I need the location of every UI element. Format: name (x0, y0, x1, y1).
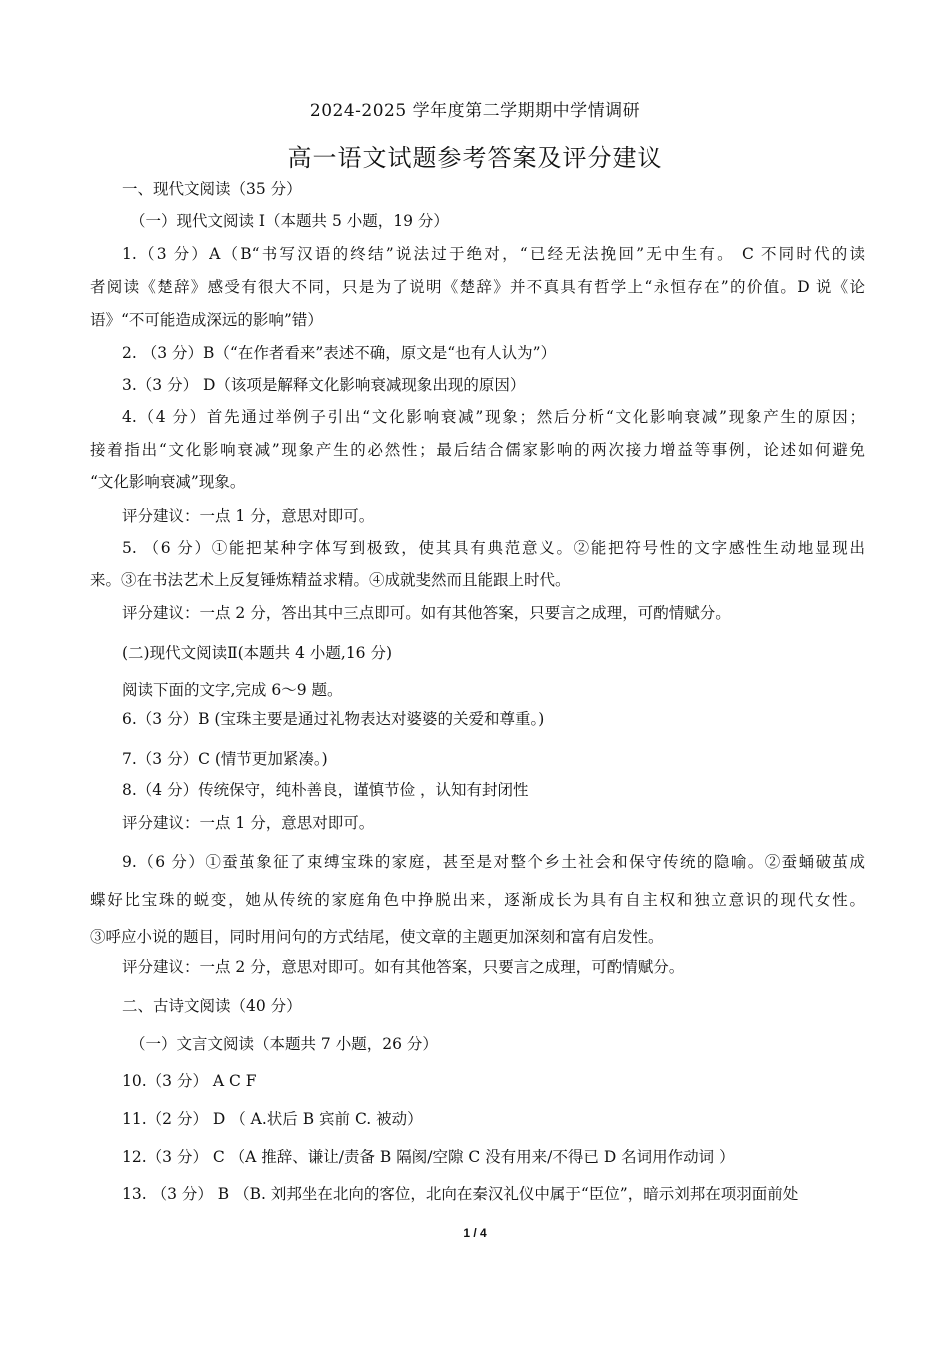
answer-1-line-3: 语》“不可能造成深远的影响”错） (90, 311, 323, 329)
answer-9-line-1: 9.（6 分）①蚕茧象征了束缚宝珠的家庭，甚至是对整个乡土社会和保守传统的隐喻。②蚕蛹破茧成 (122, 853, 865, 871)
answer-9-line-3: ③呼应小说的题目，同时用问句的方式结尾，使文章的主题更加深刻和富有启发性。 (90, 928, 664, 946)
answer-4-line-3: “文化影响衰减”现象。 (90, 473, 246, 491)
answer-4-line-1: 4.（4 分）首先通过举例子引出“文化影响衰减”现象；然后分析“文化影响衰减”现象产生的原因； (122, 408, 865, 426)
exam-subtitle: 2024-2025 学年度第二学期期中学情调研 (309, 101, 641, 121)
answer-6: 6.（3 分）B (宝珠主要是通过礼物表达对婆婆的关爱和尊重。) (122, 710, 545, 728)
answer-10: 10.（3 分） A C F (122, 1072, 257, 1090)
page-number: 1 / 4 (463, 1226, 487, 1240)
section-heading-modern-reading: 一、现代文阅读（35 分） (122, 180, 302, 198)
scoring-note-9: 评分建议：一点 2 分，意思对即可。如有其他答案，只要言之成理，可酌情赋分。 (122, 958, 685, 976)
answer-12: 12.（3 分） C （A 推辞、谦让/责备 B 隔阂/空隙 C 没有用来/不得已 D 名词用作动词 ） (122, 1148, 735, 1166)
subsection-heading-modern-reading-1: （一）现代文阅读 I（本题共 5 小题，19 分） (130, 212, 449, 230)
answer-5-line-1: 5. （6 分）①能把某种字体写到极致，使其具有典范意义。②能把符号性的文字感性生动地显现出 (122, 539, 865, 557)
subsection-heading-classical-chinese: （一）文言文阅读（本题共 7 小题，26 分） (130, 1035, 438, 1053)
subsection-heading-modern-reading-2: (二)现代文阅读Ⅱ(本题共 4 小题,16 分) (122, 644, 393, 662)
answer-5-line-2: 来。③在书法艺术上反复锤炼精益求精。④成就斐然而且能跟上时代。 (90, 571, 571, 589)
answer-7: 7.（3 分）C (情节更加紧凑。) (122, 750, 328, 768)
document-title: 高一语文试题参考答案及评分建议 (287, 144, 663, 172)
answer-9-line-2: 蝶好比宝珠的蜕变，她从传统的家庭角色中挣脱出来，逐渐成长为具有自主权和独立意识的现代女性。 (90, 891, 865, 909)
answer-1-line-1: 1.（3 分）A（B“书写汉语的终结”说法过于绝对，“已经无法挽回”无中生有。 C 不同时代的读 (122, 245, 865, 263)
reading-instruction: 阅读下面的文字,完成 6～9 题。 (122, 681, 343, 699)
answer-1-line-2: 者阅读《楚辞》感受有很大不同，只是为了说明《楚辞》并不真具有哲学上“永恒存在”的价值。D 说《论 (90, 278, 865, 296)
scoring-note-5: 评分建议：一点 2 分，答出其中三点即可。如有其他答案，只要言之成理，可酌情赋分。 (122, 604, 731, 622)
answer-2: 2. （3 分）B（“在作者看来”表述不确，原文是“也有人认为”） (122, 344, 557, 362)
section-heading-classical-reading: 二、古诗文阅读（40 分） (122, 997, 302, 1015)
answer-13: 13. （3 分） B （B. 刘邦坐在北向的客位，北向在秦汉礼仪中属于“臣位”，暗示刘邦在项羽面前处 (122, 1185, 799, 1203)
answer-4-line-2: 接着指出“文化影响衰减”现象产生的必然性；最后结合儒家影响的两次接力增益等事例，论述如何避免 (90, 441, 865, 459)
scoring-note-8: 评分建议：一点 1 分，意思对即可。 (122, 814, 375, 832)
answer-3: 3.（3 分） D（该项是解释文化影响衰减现象出现的原因） (122, 376, 526, 394)
scoring-note-4: 评分建议：一点 1 分，意思对即可。 (122, 507, 375, 525)
answer-11: 11.（2 分） D （ A.状后 B 宾前 C. 被动） (122, 1110, 423, 1128)
answer-8: 8.（4 分）传统保守，纯朴善良，谨慎节俭 ，认知有封闭性 (122, 781, 529, 799)
